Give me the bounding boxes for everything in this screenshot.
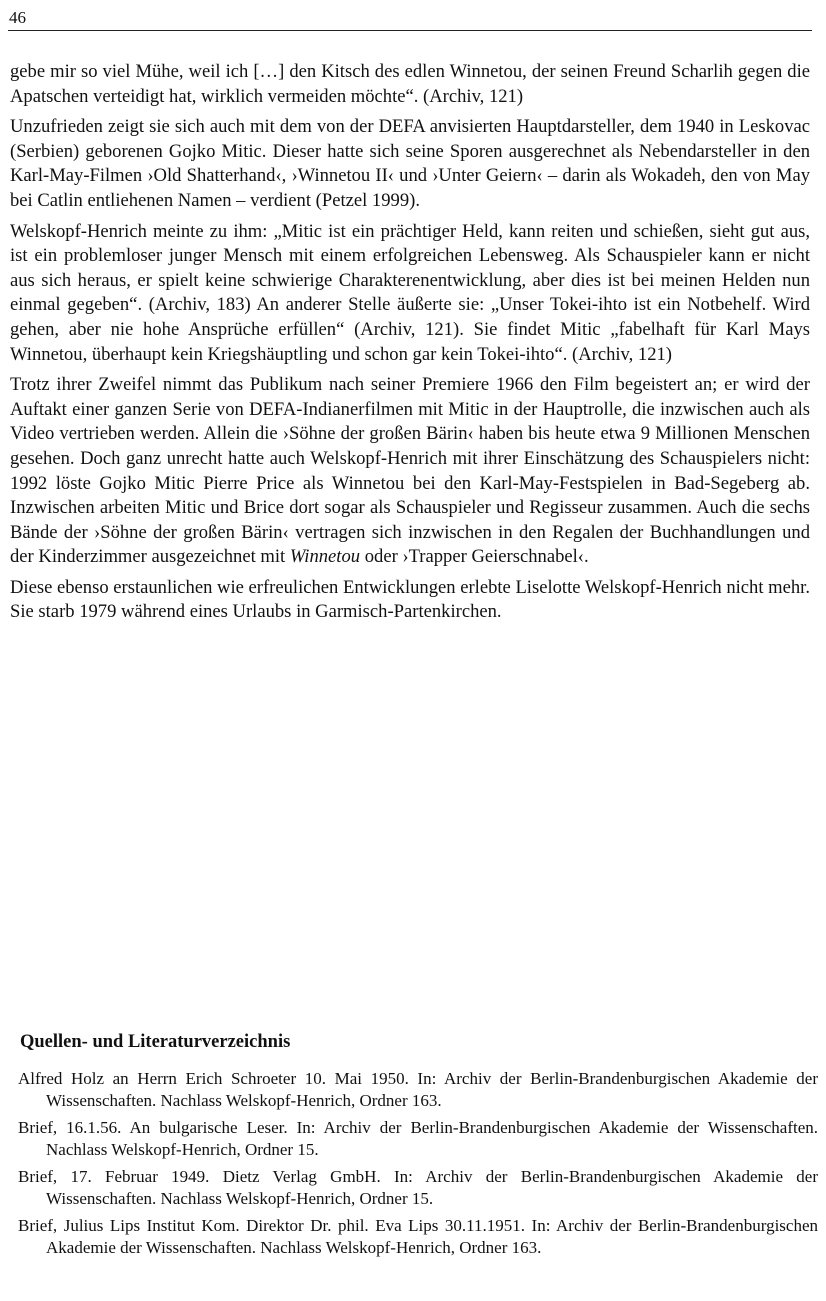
reference-item: Alfred Holz an Herrn Erich Schroeter 10. Mai 1950. In: Archiv der Berlin-Brandenburgischen Akademie der Wissenschaften. Nachlass Welskopf-Henrich, Ordner 163. xyxy=(18,1069,818,1110)
paragraph-film-success-text: Trotz ihrer Zweifel nimmt das Publikum nach seiner Premiere 1966 den Film begeistert an; er wird der Auftakt einer ganzen Serie von DEFA-Indianerfilmen mit Mitic in der Hauptrolle, die inzwischen auch als Video vertrieben werden. Allein die ›Söhne der großen Bärin‹ haben bis heute etwa 9 Millionen Menschen gesehen. Doch ganz unrecht hatte auch Welskopf-Henrich mit ihrer Einschätzung des Schauspielers nicht: 1992 löste Gojko Mitic Pierre Price als Winnetou bei den Karl-May-Festspielen in Bad-Segeberg ab. Inzwischen arbeiten Mitic und Brice dort sogar als Schauspieler und Regisseur zusammen. Auch die sechs Bände der ›Söhne der großen Bärin‹ vertragen sich inzwischen in den Regalen der Buchhandlungen und der Kinderzimmer ausgezeichnet mit xyxy=(10,374,810,568)
paragraph-film-success xyxy=(10,373,810,570)
reference-item: Brief, 16.1.56. An bulgarische Leser. In: Archiv der Berlin-Brandenburgischen Akademie der Wissenschaften. Nachlass Welskopf-Henrich, Ordner 15. xyxy=(18,1118,818,1159)
winnetou-title-italic: Winnetou xyxy=(289,546,361,568)
references-section xyxy=(18,1030,818,1264)
paragraph-death: Diese ebenso erstaunlichen wie erfreulichen Entwicklungen erlebte Liselotte Welskopf-Henrich nicht mehr. Sie starb 1979 während eines Urlaubs in Garmisch-Partenkirchen. xyxy=(10,576,810,623)
page-number: 46 xyxy=(9,8,26,27)
paragraph-film-success-tail: oder ›Trapper Geierschnabel‹. xyxy=(360,546,589,568)
body-text xyxy=(10,60,810,631)
references-heading: Quellen- und Literaturverzeichnis xyxy=(20,1032,291,1052)
page-header xyxy=(8,8,812,31)
paragraph-welskopf-quote: Welskopf-Henrich meinte zu ihm: „Mitic ist ein prächtiger Held, kann reiten und schießen, sieht gut aus, ist ein problemloser junger Mensch mit einem erfolgreichen Lebensweg. Als Schauspieler kann er nicht aus sich heraus, er spielt keine schwierige Charakterenentwicklung, aber dies ist bei meinen Helden nun einmal gegeben“. (Archiv, 183) An anderer Stelle äußerte sie: „Unser Tokei-ihto ist ein Notbehelf. Wird gehen, aber nie hohe Ansprüche erfüllen“ (Archiv, 121). Sie findet Mitic „fabelhaft für Karl Mays Winnetou, überhaupt kein Kriegshäuptling und schon gar kein Tokei-ihto“. (Archiv, 121) xyxy=(10,220,810,365)
reference-item: Brief, 17. Februar 1949. Dietz Verlag GmbH. In: Archiv der Berlin-Brandenburgischen Akademie der Wissenschaften. Nachlass Welskopf-Henrich, Ordner 15. xyxy=(18,1167,818,1208)
reference-item: Brief, Julius Lips Institut Kom. Direktor Dr. phil. Eva Lips 30.11.1951. In: Archiv der Berlin-Brandenburgischen Akademie der Wissenschaften. Nachlass Welskopf-Henrich, Ordner 163. xyxy=(18,1216,818,1257)
paragraph-continued: gebe mir so viel Mühe, weil ich […] den Kitsch des edlen Winnetou, der seinen Freund Scharlih gegen die Apatschen verteidigt hat, wirklich vermeiden möchte“. (Archiv, 121) xyxy=(10,61,810,107)
paragraph-mitic-casting: Unzufrieden zeigt sie sich auch mit dem von der DEFA anvisierten Hauptdarsteller, dem 1940 in Leskovac (Serbien) geborenen Gojko Mitic. Dieser hatte sich seine Sporen ausgerechnet als Nebendarsteller in den Karl-May-Filmen ›Old Shatterhand‹, ›Winnetou II‹ und ›Unter Geiern‹ – darin als Wokadeh, den von May bei Catlin entliehenen Namen – verdient (Petzel 1999). xyxy=(10,116,810,211)
